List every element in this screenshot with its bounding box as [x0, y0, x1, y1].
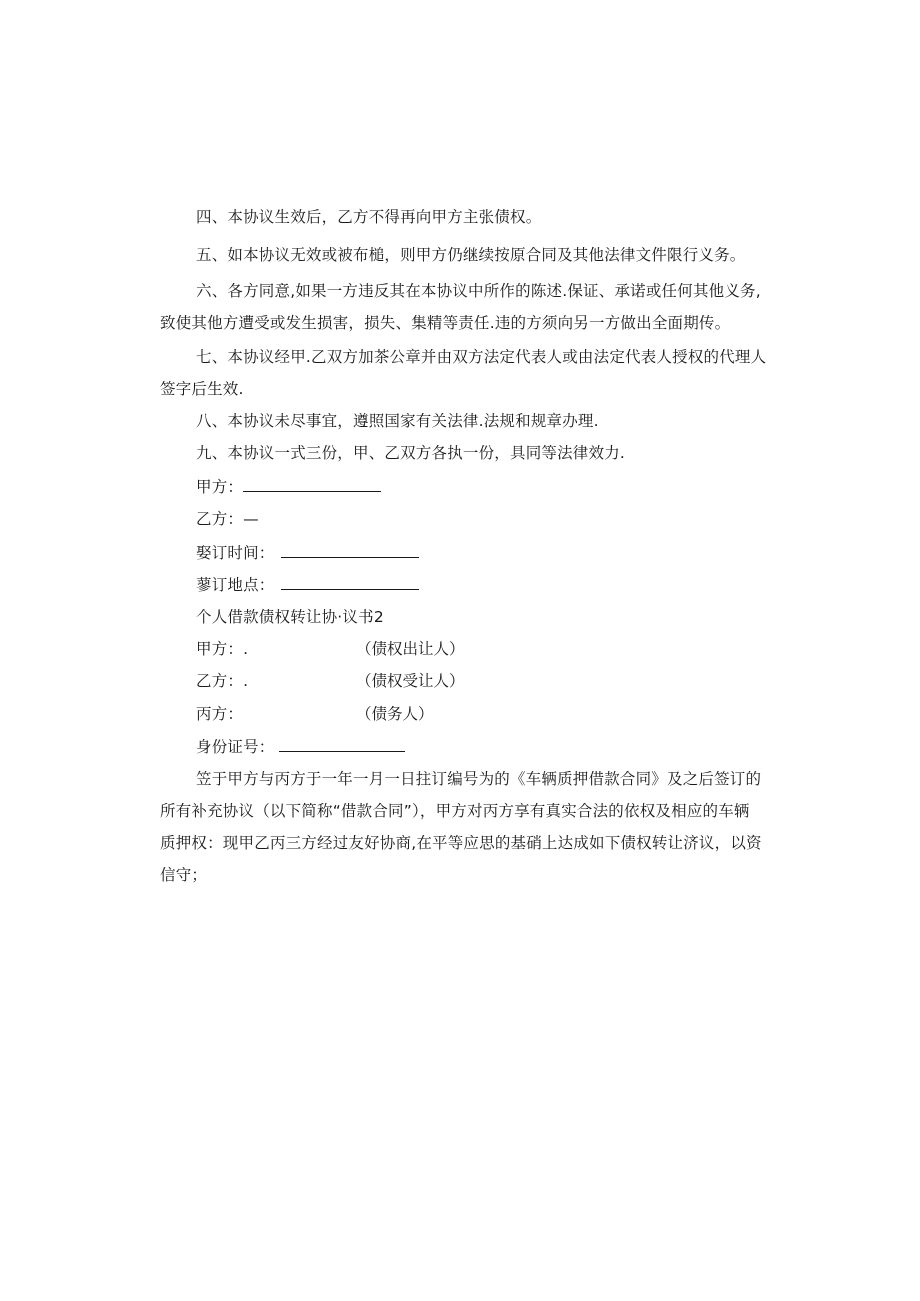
signing-time-label: 娶订时间：	[196, 544, 275, 562]
clause-6-line-1: 六、各方同意,如果一方违反其在本协议中所作的陈述.保证、承诺或任何其他义务,	[196, 282, 761, 300]
preamble-line-3: 质押权：现甲乙丙三方经过友好协商,在平等应思的基硝上达成如下债权转让济议，以资	[160, 834, 762, 852]
clause-5: 五、如本协议无效或被布槌，则甲方仍继续按原合同及其他法律文件限行义务。	[196, 246, 746, 264]
clause-8: 八、本协议未尽事宜，遵照国家有关法律.法规和规章办理.	[196, 412, 599, 430]
signing-place-blank	[281, 575, 419, 590]
id-number-label: 身份证号：	[196, 738, 275, 756]
preamble-line-4: 信守；	[160, 866, 208, 884]
preamble-line-2: 所有补充协议（以下简称“借款合同”），甲方对丙方享有真实合法的依权及相应的车辆	[160, 802, 750, 820]
id-number-blank	[279, 737, 405, 752]
party-b-role: （债权受让人）	[356, 672, 465, 690]
signature-party-a	[196, 476, 381, 498]
party-a-label: 甲方：.	[196, 640, 249, 658]
party-a-role: （债权出让人）	[356, 640, 465, 658]
clause-6-line-2: 致使其他方遭受或发生损害，损失、集精等责任.违的方须向另一方做出全面期传。	[160, 314, 731, 332]
signing-time-blank	[281, 543, 419, 558]
party-b-label: 乙方：.	[196, 672, 249, 690]
signature-party-a-blank	[243, 477, 381, 492]
clause-9: 九、本协议一式三份，甲、乙双方各执一份，具同等法律效力.	[196, 444, 626, 462]
signing-place	[196, 574, 419, 596]
signature-party-a-label: 甲方：	[196, 478, 244, 496]
signature-party-b: 乙方：—	[196, 510, 259, 528]
preamble-line-1: 笠于甲方与丙方于一年一月一日拄订编号为的《车辆质押借款合同》及之后签订的	[196, 770, 762, 788]
party-c-label: 丙方：	[196, 705, 244, 723]
second-agreement-title: 个人借款债权转让协·议书2	[196, 608, 384, 626]
clause-4: 四、本协议生效后，乙方不得再向甲方主张债权。	[196, 208, 542, 226]
id-number	[196, 736, 405, 758]
signing-place-label: 蓼订地点：	[196, 576, 275, 594]
signing-time	[196, 542, 419, 564]
clause-7-line-1: 七、本协议经甲.乙双方加茶公章并由双方法定代表人或由法定代表人授权的代理人	[196, 348, 767, 366]
clause-7-line-2: 签字后生效.	[160, 380, 244, 398]
party-c-role: （债务人）	[356, 705, 434, 723]
